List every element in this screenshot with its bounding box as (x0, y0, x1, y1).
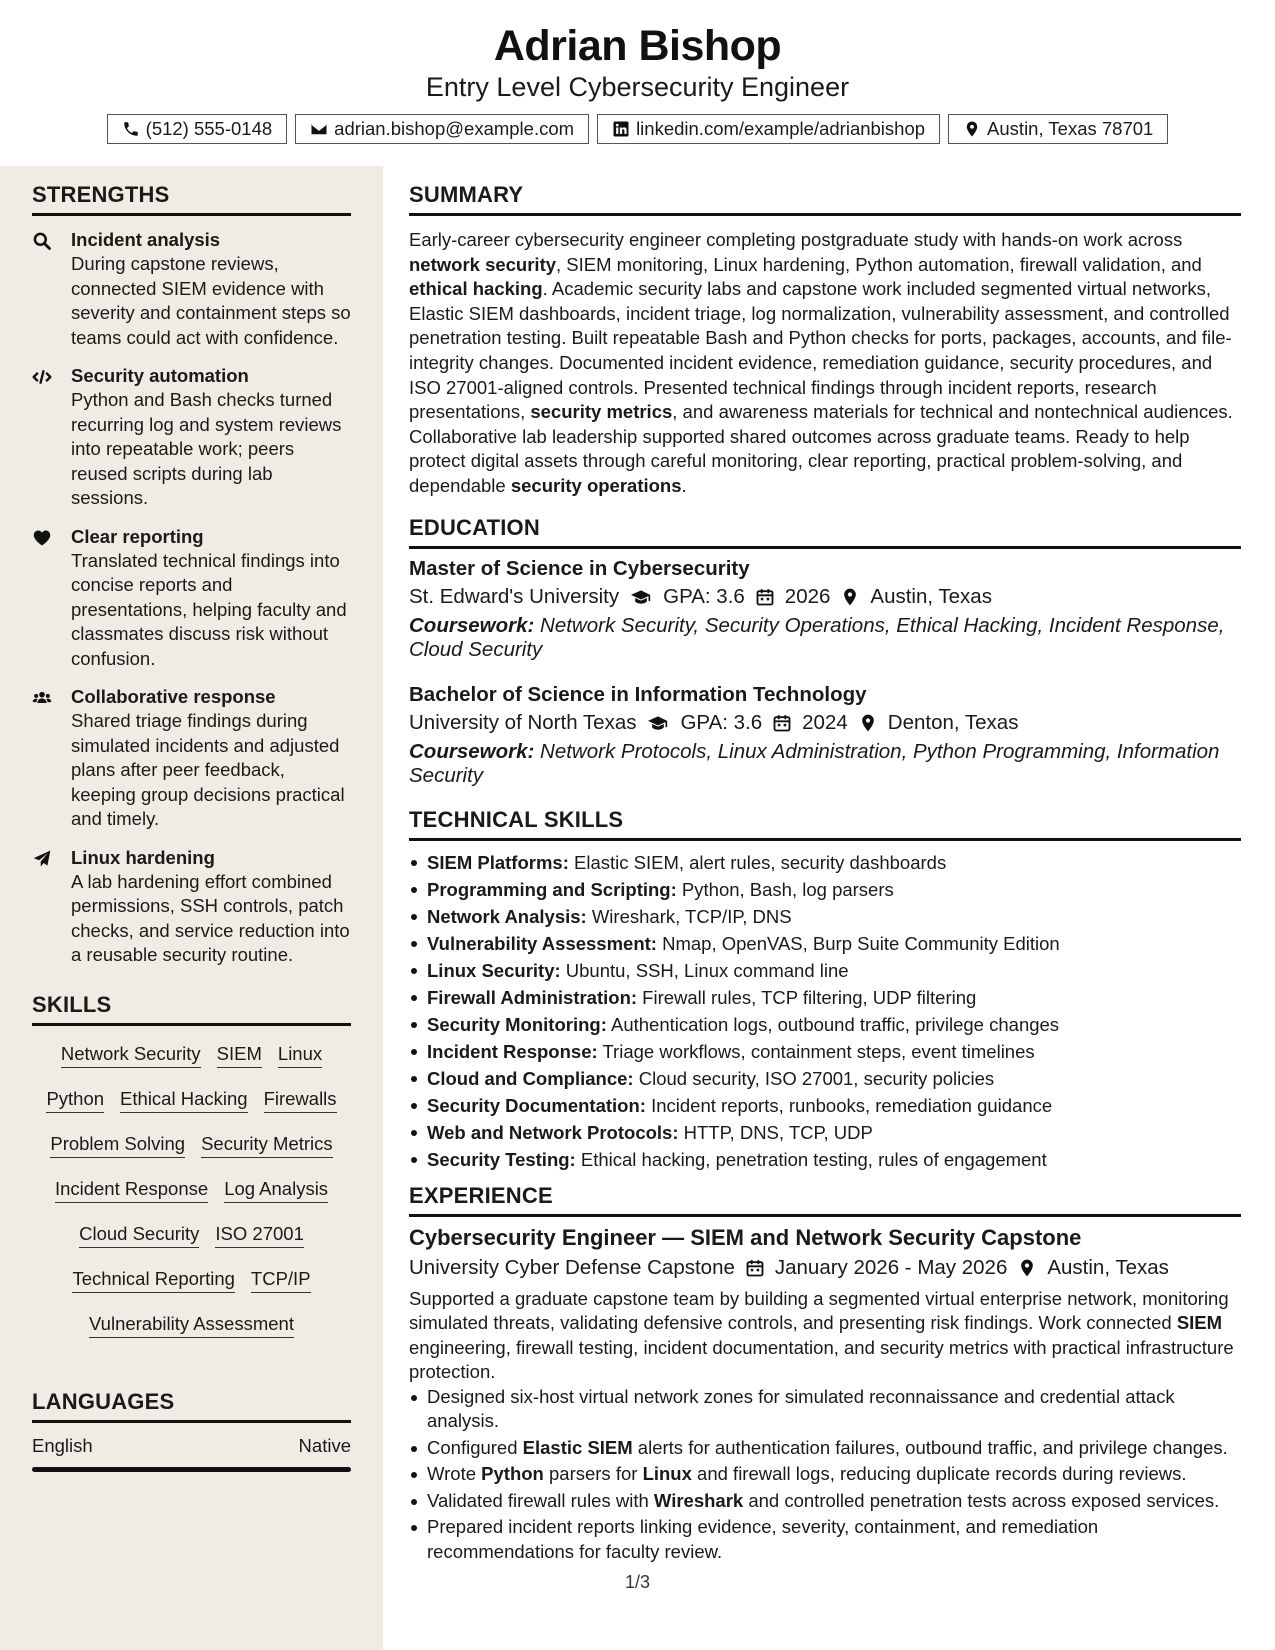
education-degree: Master of Science in Cybersecurity (409, 556, 750, 580)
calendar-icon (772, 713, 792, 733)
skill-tag: TCP/IP (251, 1263, 311, 1293)
technical-skill-item (409, 876, 1241, 903)
skill-tag: Incident Response (55, 1173, 208, 1203)
skill-category: Programming and Scripting: (427, 878, 677, 900)
bold-term: network security (409, 253, 557, 275)
job-bullet (409, 1385, 1241, 1434)
job-bullet (409, 1436, 1241, 1461)
education-heading: EDUCATION (409, 515, 1241, 549)
technical-skill-item (409, 1011, 1241, 1038)
skill-category: Network Analysis: (427, 905, 587, 927)
bold-term: security metrics (530, 401, 673, 423)
graduation-cap-icon (646, 713, 670, 733)
text-segment: parsers for (543, 1463, 643, 1485)
education-year: 2024 (802, 710, 848, 734)
text-segment: Prepared incident reports linking evidence, severity, containment, and remediation recommendations for faculty review. (427, 1516, 1099, 1562)
job-org: University Cyber Defense Capstone (409, 1255, 735, 1279)
strength-title: Linux hardening (71, 846, 215, 868)
strength-desc: During capstone reviews, connected SIEM evidence with severity and containment steps so teams could act with confidence. (71, 253, 351, 348)
strength-item (32, 685, 351, 832)
skill-values: Authentication logs, outbound traffic, privilege changes (606, 1013, 1060, 1035)
technical-skill-item (409, 957, 1241, 984)
graduation-cap-icon (629, 587, 653, 607)
text-segment: Designed six-host virtual network zones for simulated reconnaissance and credential attack analysis. (427, 1385, 1175, 1432)
skill-category: Firewall Administration: (427, 986, 638, 1008)
skill-values: HTTP, DNS, TCP, UDP (678, 1121, 873, 1143)
code-icon (32, 367, 52, 387)
skill-tag: Security Metrics (201, 1128, 333, 1158)
technical-skill-item (409, 1119, 1241, 1146)
contact-location-text: Austin, Texas 78701 (987, 118, 1154, 139)
map-pin-icon (1017, 1258, 1037, 1278)
technical-skill-item (409, 930, 1241, 957)
skill-tag: Python (46, 1083, 104, 1113)
text-segment: . (681, 474, 687, 496)
skill-tag: Log Analysis (224, 1173, 328, 1203)
contact-phone-text: (512) 555-0148 (145, 118, 273, 139)
bold-term: ethical hacking (409, 278, 543, 300)
envelope-icon (310, 120, 328, 138)
education-location: Austin, Texas (870, 584, 992, 608)
skill-values: Python, Bash, log parsers (676, 878, 894, 900)
skill-category: Linux Security: (427, 959, 561, 981)
strength-title: Security automation (71, 365, 249, 386)
text-segment: Supported a graduate capstone team by building a segmented virtual enterprise network, monitoring simulated threats, validating defensive controls, and presenting risk findings. Work connected (409, 1287, 1229, 1334)
strength-desc: Python and Bash checks turned recurring log and system reviews into repeatable work; peers reused scripts during lab sessions. (71, 389, 342, 508)
coursework-list: Network Security, Security Operations, Ethical Hacking, Incident Response, Cloud Security (409, 613, 1225, 662)
text-segment: alerts for authentication failures, outbound traffic, and privilege changes. (632, 1436, 1228, 1458)
education-gpa: GPA: 3.6 (680, 710, 763, 734)
education-school: St. Edward's University (409, 584, 620, 608)
skill-tag: SIEM (217, 1038, 262, 1068)
heart-icon (32, 528, 52, 548)
strength-title: Clear reporting (71, 525, 204, 547)
map-pin-icon (963, 120, 981, 138)
users-icon (32, 688, 52, 708)
text-segment: , SIEM monitoring, Linux hardening, Python automation, firewall validation, and (556, 253, 1202, 275)
contact-linkedin[interactable] (597, 114, 940, 144)
skill-tag: Linux (278, 1038, 322, 1068)
skill-category: Security Monitoring: (427, 1013, 607, 1035)
skill-category: Cloud and Compliance: (427, 1067, 634, 1089)
bold-term: Elastic SIEM (522, 1436, 633, 1458)
skill-category: Incident Response: (427, 1040, 598, 1062)
technical-skill-item (409, 903, 1241, 930)
paper-plane-icon (32, 849, 52, 869)
skill-tag: Ethical Hacking (120, 1083, 248, 1113)
education-school: University of North Texas (409, 710, 637, 734)
technical-skills-list (409, 849, 1241, 1173)
text-segment: Configured (427, 1436, 523, 1458)
skill-tag: Cloud Security (79, 1218, 199, 1248)
skill-values: Nmap, OpenVAS, Burp Suite Community Edition (656, 932, 1060, 954)
skill-values: Triage workflows, containment steps, event timelines (597, 1040, 1035, 1062)
education-location: Denton, Texas (887, 710, 1019, 734)
job-bullets (409, 1385, 1241, 1565)
skill-category: Web and Network Protocols: (427, 1121, 679, 1143)
strength-desc: Shared triage findings during simulated incidents and adjusted plans after peer feedback, keeping group decisions practical and timely. (71, 710, 345, 829)
job-summary (409, 1287, 1241, 1385)
education-degree: Bachelor of Science in Information Technology (409, 682, 867, 706)
summary-heading: SUMMARY (409, 182, 1241, 216)
contact-phone[interactable] (107, 114, 288, 144)
strength-desc: A lab hardening effort combined permissions, SSH controls, patch checks, and service reduction into a reusable security routine. (71, 870, 350, 965)
education-gpa: GPA: 3.6 (663, 584, 745, 608)
technical-skills-heading: TECHNICAL SKILLS (409, 807, 1241, 841)
map-pin-icon (840, 587, 860, 607)
contact-location[interactable] (948, 114, 1168, 144)
job-location: Austin, Texas (1047, 1255, 1169, 1279)
main-column (409, 166, 1241, 1566)
education-item (409, 681, 1241, 789)
text-segment: Validated firewall rules with (427, 1489, 654, 1511)
text-segment: and firewall logs, reducing duplicate records during reviews. (691, 1463, 1187, 1485)
text-segment: Early-career cybersecurity engineer completing postgraduate study with hands-on work across (409, 229, 1183, 250)
candidate-name: Adrian Bishop (493, 22, 782, 70)
job-bullet (409, 1462, 1241, 1487)
coursework-label: Coursework: (409, 739, 535, 763)
skill-tag: Technical Reporting (72, 1263, 234, 1293)
skill-values: Ethical hacking, penetration testing, rules of engagement (575, 1148, 1047, 1170)
education-item (409, 555, 1241, 663)
page-number: 1/3 (624, 1572, 651, 1592)
calendar-icon (745, 1258, 765, 1278)
coursework-list: Network Protocols, Linux Administration, Python Programming, Information Security (409, 739, 1220, 788)
strength-item (32, 846, 351, 968)
skill-tag: Network Security (61, 1038, 201, 1068)
strength-title: Collaborative response (71, 686, 276, 707)
bold-term: SIEM (1176, 1312, 1223, 1334)
technical-skill-item (409, 1146, 1241, 1173)
sidebar (0, 166, 383, 1650)
job-dates: January 2026 - May 2026 (774, 1255, 1008, 1279)
job-bullet (409, 1489, 1241, 1514)
skill-tag: Vulnerability Assessment (89, 1308, 294, 1338)
language-proficiency-bar (32, 1467, 351, 1472)
resume-header (0, 0, 1275, 166)
technical-skill-item (409, 1092, 1241, 1119)
strength-title: Incident analysis (71, 229, 221, 250)
job-title: Cybersecurity Engineer — SIEM and Network Security Capstone (409, 1224, 1082, 1250)
education-year: 2026 (784, 584, 831, 608)
contact-email-text: adrian.bishop@example.com (334, 118, 575, 139)
skill-values: Firewall rules, TCP filtering, UDP filtering (637, 986, 977, 1008)
contact-linkedin-text: linkedin.com/example/adrianbishop (636, 118, 926, 139)
linkedin-icon (612, 120, 630, 138)
bold-term: Linux (642, 1463, 692, 1485)
text-segment: and controlled penetration tests across exposed services. (743, 1489, 1220, 1511)
text-segment: Wrote (427, 1463, 482, 1485)
contact-email[interactable] (295, 114, 589, 144)
technical-skill-item (409, 1038, 1241, 1065)
text-segment: . Academic security labs and capstone work included segmented virtual networks, Elastic SIEM dashboards, incident triage, log normalization, vulnerability assessment, and controlled penetration testing. Built repeatable Bash and Python checks for ports, packages, accounts, and file-integrity changes. Documented incident evidence, remediation guidance, security procedures, and ISO 27001-aligned controls. Presented technical findings through incident reports, research presentations, (409, 278, 1232, 423)
text-segment: , and awareness materials for technical and nontechnical audiences. Collaborative lab leadership supported shared outcomes across graduate teams. Ready to help protect digital assets through careful monitoring, clear reporting, practical problem-solving, and dependable (409, 401, 1233, 496)
map-pin-icon (858, 713, 878, 733)
skill-tag: Firewalls (264, 1083, 337, 1113)
strength-item (32, 364, 351, 511)
education-coursework (409, 614, 1241, 663)
skill-values: Cloud security, ISO 27001, security policies (633, 1067, 995, 1089)
text-segment: engineering, firewall testing, incident documentation, and security metrics with practical infrastructure protection. (409, 1336, 1234, 1383)
skill-tag: Problem Solving (50, 1128, 185, 1158)
skill-category: Security Testing: (427, 1148, 576, 1170)
experience-heading: EXPERIENCE (409, 1183, 1241, 1217)
search-icon (32, 231, 52, 251)
skill-values: Wireshark, TCP/IP, DNS (586, 905, 792, 927)
bold-term: Python (481, 1463, 544, 1485)
strength-item (32, 525, 351, 672)
skill-category: Security Documentation: (427, 1094, 646, 1116)
technical-skill-item (409, 849, 1241, 876)
education-coursework (409, 740, 1241, 789)
skill-category: SIEM Platforms: (427, 851, 569, 873)
calendar-icon (755, 587, 775, 607)
strength-item (32, 228, 351, 350)
phone-icon (122, 120, 140, 138)
skill-values: Elastic SIEM, alert rules, security dashboards (568, 851, 947, 873)
language-level: Native (298, 1434, 351, 1456)
skill-category: Vulnerability Assessment: (427, 932, 657, 954)
skill-tag: ISO 27001 (215, 1218, 303, 1248)
skills-list (32, 1038, 351, 1353)
job-bullet (409, 1515, 1241, 1564)
skills-heading: SKILLS (32, 992, 351, 1026)
skill-values: Ubuntu, SSH, Linux command line (560, 959, 849, 981)
strength-desc: Translated technical findings into concise reports and presentations, helping faculty and classmates discuss risk without confusion. (71, 549, 347, 669)
bold-term: Wireshark (653, 1489, 744, 1511)
language-name: English (32, 1434, 93, 1456)
language-item (32, 1435, 351, 1457)
technical-skill-item (409, 1065, 1241, 1092)
summary-text (409, 228, 1241, 499)
languages-heading: LANGUAGES (32, 1389, 351, 1423)
strengths-heading: STRENGTHS (32, 182, 351, 216)
candidate-title: Entry Level Cybersecurity Engineer (425, 72, 850, 102)
bold-term: security operations (510, 474, 682, 496)
technical-skill-item (409, 984, 1241, 1011)
contact-bar (0, 114, 1275, 144)
skill-values: Incident reports, runbooks, remediation guidance (645, 1094, 1053, 1116)
coursework-label: Coursework: (409, 613, 535, 637)
